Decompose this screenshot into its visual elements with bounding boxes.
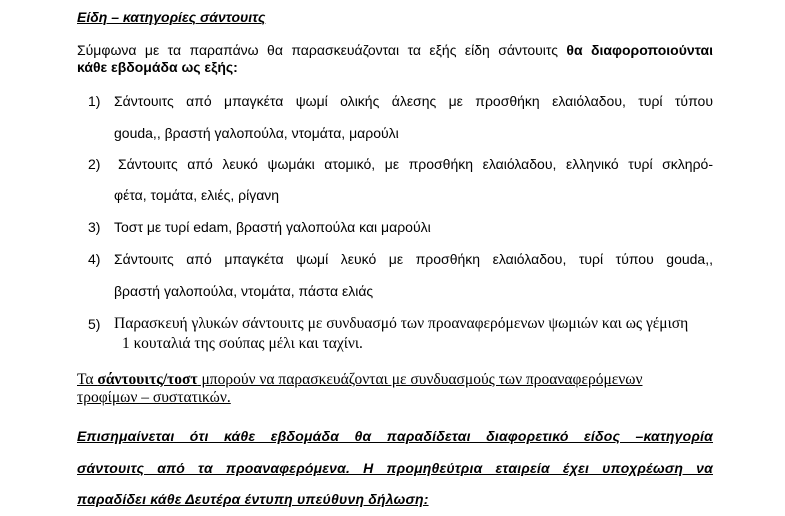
emphasis-line-3: παραδίδει κάθε Δευτέρα έντυπη υπεύθυνη δήλωση: [77,491,429,507]
list-item-number: 3) [88,219,101,235]
list-item-number: 2) [88,156,101,172]
list-item-line-1: Σάντουιτς από μπαγκέτα ψωμί λευκό με προσθήκη ελαιόλαδου, τυρί τύπου gouda,, [114,251,713,267]
list-item-line-1: Παρασκευή γλυκών σάντουιτς με συνδυασμό των προαναφερόμενων ψωμιών και ως γέμιση [114,315,689,332]
emphasis-line-1: Επισημαίνεται ότι κάθε εβδομάδα θα παραδίδεται διαφορετικό είδος –κατηγορία [77,428,713,444]
intro-line-2 [77,59,713,75]
list-item-line-1: Σάντουιτς από μπαγκέτα ψωμί ολικής άλεσης με προσθήκη ελαιόλαδου, τυρί τύπου [114,93,713,109]
list-item-line-2: 1 κουταλιά της σούπας μέλι και ταχίνι. [122,335,363,352]
intro-bold-2: κάθε εβδομάδα ως εξής: [77,59,238,75]
intro-text: Σύμφωνα με τα παραπάνω θα παρασκευάζονται τα εξής είδη σάντουιτς [77,42,567,58]
list-item-line-2: gouda,, βραστή γαλοπούλα, ντομάτα, μαρούλι [114,125,399,141]
list-item-line-1: Τοστ με τυρί edam, βραστή γαλοπούλα και μαρούλι [114,219,431,235]
list-item-line-2: φέτα, τομάτα, ελιές, ρίγανη [114,187,280,203]
note-rest: μπορούν να παρασκευάζονται με συνδυασμούς των προαναφερόμενων [197,371,643,388]
list-item-number: 5) [88,316,101,332]
emphasis-line-2: σάντουιτς από τα προαναφερόμενα. Η προμηθεύτρια εταιρεία έχει υποχρέωση να [77,460,713,476]
list-item-line-2: βραστή γαλοπούλα, ντομάτα, πάστα ελιάς [114,283,374,299]
list-item-number: 1) [88,93,101,109]
note-bold: σάντουιτς/τοστ [97,371,198,388]
section-heading: Είδη – κατηγορίες σάντουιτς [77,9,266,25]
intro-line-1 [77,42,713,58]
intro-bold-1: θα διαφοροποιούνται [566,42,713,58]
list-item-number: 4) [88,251,101,267]
note-line-1 [77,371,643,389]
list-item-line-1: Σάντουιτς από λευκό ψωμάκι ατομικό, με προσθήκη ελαιόλαδου, ελληνικό τυρί σκληρό- [118,156,713,172]
intro-paragraph [77,42,713,75]
note-prefix: Τα [77,371,98,388]
note-line-2: τροφίμων – συστατικών. [77,389,231,406]
